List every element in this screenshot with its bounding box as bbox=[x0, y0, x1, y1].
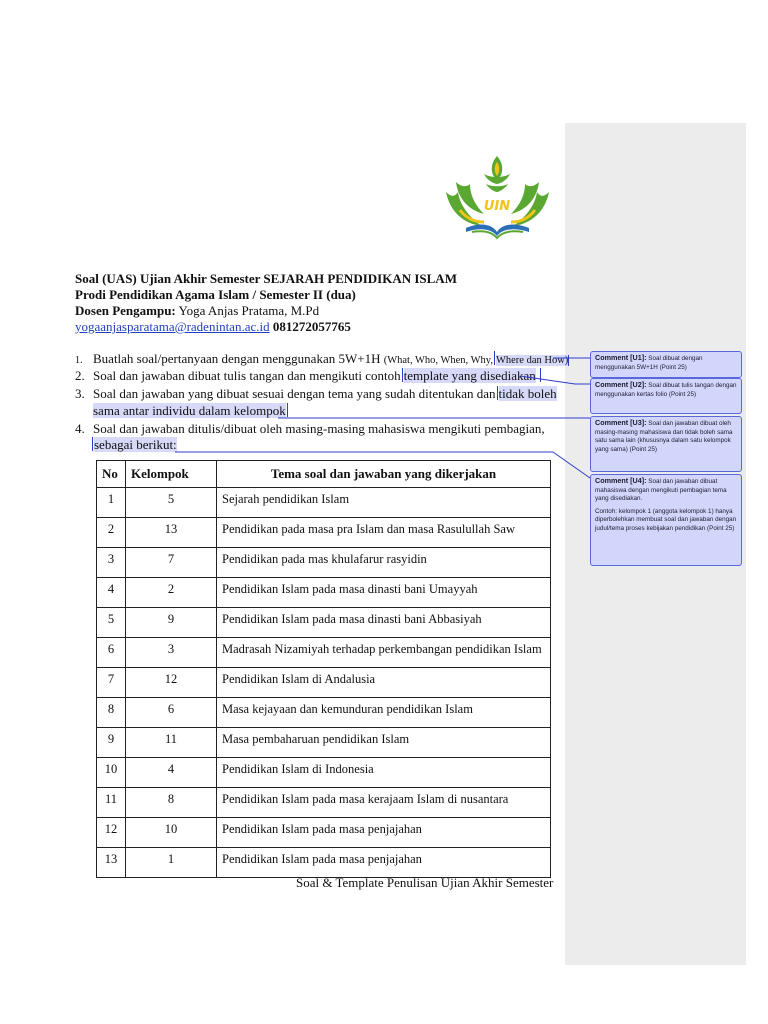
comment-u1[interactable] bbox=[590, 351, 742, 378]
row-number: 13 bbox=[97, 848, 126, 878]
row-theme: Sejarah pendidikan Islam bbox=[217, 488, 551, 518]
comment-u3[interactable] bbox=[590, 416, 742, 472]
row-theme: Pendidikan Islam di Indonesia bbox=[217, 758, 551, 788]
row-group: 9 bbox=[126, 608, 217, 638]
phone-number: 081272057765 bbox=[272, 319, 351, 334]
row-theme: Pendidikan Islam pada masa dinasti bani Abbasiyah bbox=[217, 608, 551, 638]
row-number: 2 bbox=[97, 518, 126, 548]
row-group: 8 bbox=[126, 788, 217, 818]
row-number: 9 bbox=[97, 728, 126, 758]
instruction-text: Soal dan jawaban yang dibuat sesuai dengan tema yang sudah ditentukan dan bbox=[93, 386, 496, 401]
instruction-number: 3. bbox=[75, 386, 85, 401]
instruction-number: 4. bbox=[75, 421, 85, 436]
row-theme: Masa pembaharuan pendidikan Islam bbox=[217, 728, 551, 758]
instruction-number: 2. bbox=[75, 368, 85, 383]
row-theme: Madrasah Nizamiyah terhadap perkembangan pendidikan Islam bbox=[217, 638, 551, 668]
comment-label: Comment [U2]: bbox=[595, 380, 647, 389]
row-group: 5 bbox=[126, 488, 217, 518]
page-footer: Soal & Template Penulisan Ujian Akhir Semester bbox=[296, 875, 554, 890]
column-header: Tema soal dan jawaban yang dikerjakan bbox=[217, 461, 551, 488]
connector-u2 bbox=[520, 376, 575, 384]
instruction-text: Buatlah soal/pertanyaan dengan menggunakan 5W+1H bbox=[93, 351, 381, 366]
connector-u4b bbox=[553, 452, 590, 478]
row-theme: Masa kejayaan dan kemunduran pendidikan Islam bbox=[217, 698, 551, 728]
exam-title: Soal (UAS) Ujian Akhir Semester SEJARAH PENDIDIKAN ISLAM bbox=[75, 271, 457, 286]
comment-u4[interactable] bbox=[590, 474, 742, 566]
comment-label: Comment [U1]: bbox=[595, 353, 647, 362]
row-number: 3 bbox=[97, 548, 126, 578]
row-group: 4 bbox=[126, 758, 217, 788]
comment-example: Contoh: kelompok 1 (anggota kelompok 1) hanya diperbolehkan membuat soal dan jawaban dengan judul/tema proses kebijakan pendidikan (Point 25) bbox=[595, 507, 737, 532]
instruction-number: 1. bbox=[75, 355, 83, 366]
row-number: 5 bbox=[97, 608, 126, 638]
lecturer-label: Dosen Pengampu: bbox=[75, 303, 176, 318]
row-number: 8 bbox=[97, 698, 126, 728]
row-theme: Pendidikan Islam di Andalusia bbox=[217, 668, 551, 698]
row-group: 7 bbox=[126, 548, 217, 578]
comment-text: Soal dibuat dengan menggunakan 5W+1H (Point 25) bbox=[595, 355, 703, 371]
instruction-text: Soal dan jawaban ditulis/dibuat oleh masing-masing mahasiswa mengikuti pembagian, bbox=[93, 421, 545, 436]
row-theme: Pendidikan pada masa pra Islam dan masa Rasulullah Saw bbox=[217, 518, 551, 548]
row-number: 10 bbox=[97, 758, 126, 788]
highlight-u3-cont[interactable]: sama antar individu dalam kelompok bbox=[93, 403, 286, 418]
row-group: 10 bbox=[126, 818, 217, 848]
instruction-small-text: (What, Who, When, Why, bbox=[383, 355, 493, 366]
row-group: 2 bbox=[126, 578, 217, 608]
highlight-u1[interactable]: Where dan How) bbox=[495, 355, 569, 366]
row-group: 3 bbox=[126, 638, 217, 668]
row-theme: Pendidikan Islam pada masa dinasti bani Umayyah bbox=[217, 578, 551, 608]
instruction-text: Soal dan jawaban dibuat tulis tangan dan mengikuti contoh bbox=[93, 368, 401, 383]
comment-label: Comment [U4]: bbox=[595, 476, 647, 485]
column-header: No bbox=[97, 461, 126, 488]
row-group: 11 bbox=[126, 728, 217, 758]
row-number: 6 bbox=[97, 638, 126, 668]
row-group: 6 bbox=[126, 698, 217, 728]
highlight-u2[interactable]: template yang disediakan bbox=[403, 368, 536, 383]
row-theme: Pendidikan Islam pada masa penjajahan bbox=[217, 848, 551, 878]
comment-text: Soal dan jawaban dibuat mahasiswa dengan mengikuti pembagian tema yang disediakan. bbox=[595, 478, 727, 503]
email-link[interactable]: yogaanjasparatama@radenintan.ac.id bbox=[75, 319, 270, 334]
svg-text:UIN: UIN bbox=[483, 199, 511, 214]
comment-text: Soal dan jawaban dibuat oleh masing-masing mahasiswa dan tidak boleh sama satu sama lain (khususnya dalam satu kelompok yang sama) (Point 25) bbox=[595, 420, 733, 453]
row-theme: Pendidikan pada mas khulafarur rasyidin bbox=[217, 548, 551, 578]
row-number: 11 bbox=[97, 788, 126, 818]
row-theme: Pendidikan Islam pada masa penjajahan bbox=[217, 818, 551, 848]
row-number: 4 bbox=[97, 578, 126, 608]
highlight-u3[interactable]: tidak boleh bbox=[498, 386, 557, 401]
column-header: Kelompok bbox=[126, 461, 217, 488]
row-theme: Pendidikan Islam pada masa kerajaam Islam di nusantara bbox=[217, 788, 551, 818]
row-group: 1 bbox=[126, 848, 217, 878]
comment-label: Comment [U3]: bbox=[595, 418, 647, 427]
program-semester: Prodi Pendidikan Agama Islam / Semester II (dua) bbox=[75, 287, 356, 302]
row-number: 1 bbox=[97, 488, 126, 518]
highlight-u4[interactable]: sebagai berikut: bbox=[94, 437, 177, 452]
row-number: 7 bbox=[97, 668, 126, 698]
row-group: 13 bbox=[126, 518, 217, 548]
row-group: 12 bbox=[126, 668, 217, 698]
comment-text: Soal dibuat tulis tangan dengan menggunakan kertas folio (Point 25) bbox=[595, 382, 737, 398]
row-number: 12 bbox=[97, 818, 126, 848]
lecturer-name: Yoga Anjas Pratama, M.Pd bbox=[178, 303, 320, 318]
comment-u2[interactable] bbox=[590, 378, 742, 414]
